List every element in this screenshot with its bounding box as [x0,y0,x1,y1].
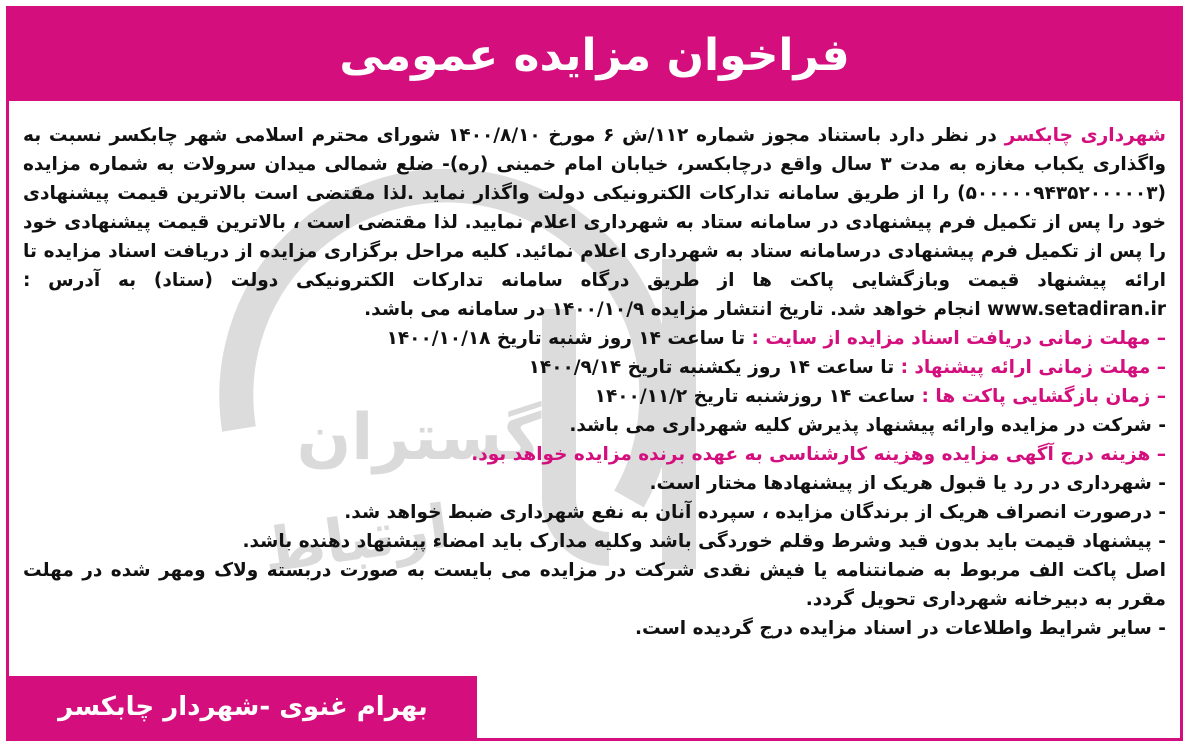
deadline-value: تا ساعت ۱۴ روز شنبه تاریخ ۱۴۰۰/۱۰/۱۸ [386,328,752,349]
deadline-value: تا ساعت ۱۴ روز یکشنبه تاریخ ۱۴۰۰/۹/۱۴ [528,357,901,378]
signature-text: بهرام غنوی -شهردار چابکسر [58,692,428,722]
deadline-item [23,382,1166,411]
condition-item: - شرکت در مزایده وارائه پیشنهاد پذیرش کلیه شهرداری می باشد. [569,415,1166,436]
condition-item: - پیشنهاد قیمت باید بدون قید وشرط وقلم خوردگی باشد وکلیه مدارک باید امضاء پیشنهاد دهنده باشد. [242,531,1166,552]
condition-item: اصل پاکت الف مربوط به ضمانتنامه یا فیش نقدی شرکت در مزایده می بایست به صورت دربسته ولاک ومهر شده در مهلت مقرر به دبیرخانه شهرداری تحویل گردد. [23,560,1166,610]
signature-banner [9,676,477,738]
deadline-label: – مهلت زمانی ارائه پیشنهاد : [900,357,1166,378]
deadline-label: – مهلت زمانی دریافت اسناد مزایده از سایت : [751,328,1166,349]
notice-body [23,121,1166,643]
deadline-value: ساعت ۱۴ روزشنبه تاریخ ۱۴۰۰/۱۱/۲ [594,386,922,407]
intro-paragraph [23,121,1166,324]
deadline-item [23,353,1166,382]
condition-item: - شهرداری در رد یا قبول هریک از پیشنهادها مختار است. [649,473,1166,494]
watermark-text-1: گستران [296,401,542,475]
municipality-name: شهرداری چابکسر [1004,125,1167,146]
deadline-label: – زمان بازگشایی پاکت ها : [921,386,1166,407]
notice-title: فراخوان مزایده عمومی [339,29,850,81]
watermark-text-2: ارتباط [258,491,454,587]
intro-text: در نظر دارد باستناد مجوز شماره ۱۱۲/ش ۶ مورخ ۱۴۰۰/۸/۱۰ شورای محترم اسلامی شهر چابکسر نسبت به واگذاری یکباب مغازه به مدت ۳ سال واقع درچابکسر، خیابان امام خمینی (ره)- ضلع شمالی میدان سرولات به شماره مزایده (۵۰۰۰۰۰۹۴۳۵۲۰۰۰۰۰۳) را از طریق سامانه تدارکات الکترونیکی دولت واگذار نماید .لذا مقتضی است بالاترین قیمت پیشنهادی خود را پس از تکمیل فرم پیشنهادی در سامانه ستاد به شهرداری اعلام نمایید. لذا مقتضی است ، بالاترین قیمت پیشنهادی خود را پس از تکمیل فرم پیشنهادی درسامانه ستاد به شهرداری اعلام نمائید. کلیه مراحل برگزاری مزایده از دریافت اسناد مزایده تا ارائه پیشنهاد قیمت وبازگشایی پاکت ها از طریق درگاه سامانه تدارکات الکترونیکی دولت (ستاد) به آدرس : www.setadiran.ir انجام خواهد شد. تاریخ انتشار مزایده ۱۴۰۰/۱۰/۹ در سامانه می باشد. [23,125,1166,320]
deadline-item [23,324,1166,353]
header-banner [9,9,1180,101]
condition-item: - سایر شرایط واطلاعات در اسناد مزایده درج گردیده است. [635,618,1166,639]
notice-frame [6,6,1183,741]
condition-item: - درصورت انصراف هریک از برندگان مزایده ، سپرده آنان به نفع شهرداری ضبط خواهد شد. [344,502,1166,523]
condition-item-highlight: – هزینه درج آگهی مزایده وهزینه کارشناسی به عهده برنده مزایده خواهد بود. [471,444,1166,465]
